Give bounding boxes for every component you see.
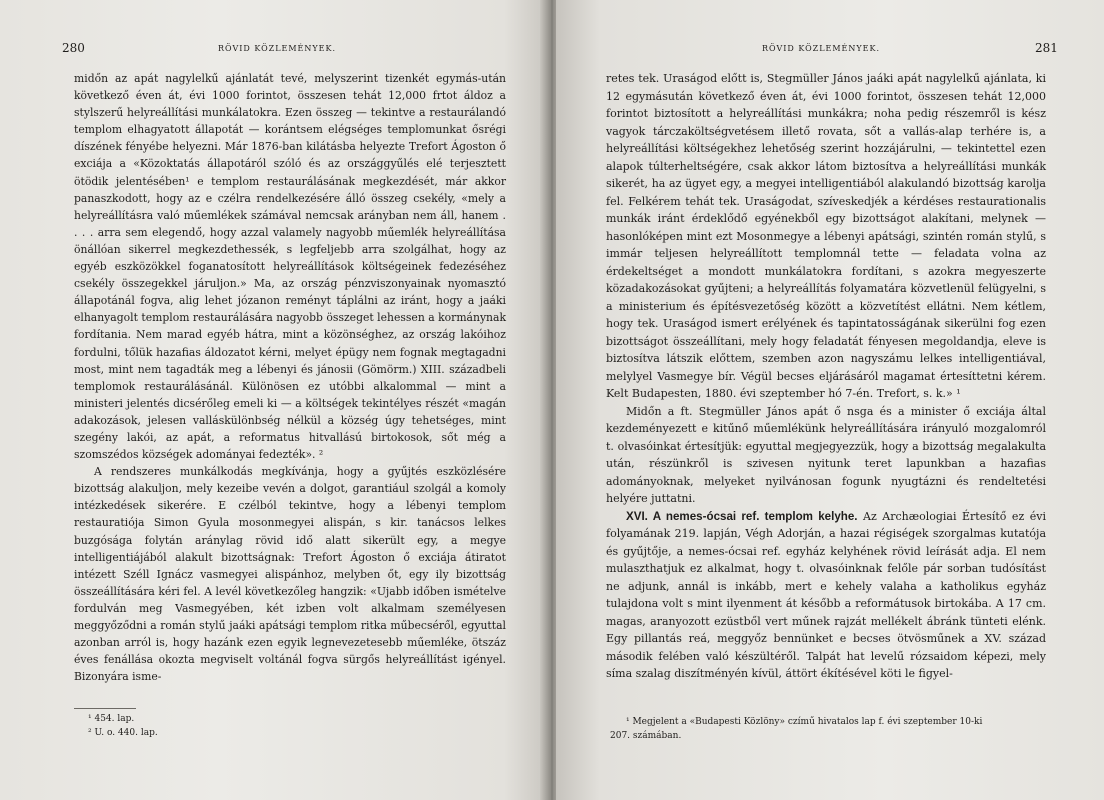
footnote-rule <box>74 708 136 709</box>
left-page <box>0 0 548 800</box>
section-paragraph <box>606 508 1046 683</box>
footnote: ¹ Megjelent a «Budapesti Közlöny» czímű hivatalos lap f. évi szeptember 10-ki <box>626 717 983 727</box>
footnote: 207. számában. <box>610 731 682 741</box>
footnote-rule <box>606 708 1046 709</box>
page-number: 280 <box>62 41 85 55</box>
right-page <box>556 0 1104 800</box>
paragraph: A rendszeres munkálkodás megkívánja, hogy a gyűjtés eszközlésére bizottság alakuljon, mely kezeibe vevén a dolgot, garantiául szolgál a komoly intézkedések sikerére. E czélból tekintve, hogy a lébenyi templom restauratiója Simon Gyula mosonmegyei alispán, s kir. tanácsos lelkes buzgósága folytán aránylag rövid idő alatt sikerült egy, a megye intelligentiájából alakult bizottságnak: Trefort Ágoston ő exciája átiratot intézett Széll Ignácz vasmegyei alispánhoz, melyben őt, egy ily bizottság összeállítására kéri fel. A levél következőleg hangzik: «Ujabb időben ismételve fordulván meg Vasmegyében, két izben volt alkalmam személyesen meggyőződni a román stylű jaáki apátsági templom ritka műbecséről, egyuttal azonban arról is, hogy hazánk ezen egyik legnevezetesebb műemléke, ötszáz éves fenállása okozta megviselt voltánál fogva sürgős helyreállítást igényel. Bizonyára isme- <box>74 465 506 684</box>
paragraph: retes tek. Uraságod előtt is, Stegmüller János jaáki apát nagylelkű ajánlata, ki 12 egymásután következő éven át, évi 1000 forintot, összesen tehát 12,000 forintot biztosított a helyreállítási munkákra; noha pedig részemről is kész vagyok tárczaköltségvetésem illető rovata, sőt a vallás-alap terhére is, a helyreállítási költségekhez lehetőség szerint hozzájárulni, — tekintettel ezen alapok túlterheltségére, csak akkor látom biztosítva a helyreállítási munkák sikerét, ha az ügyet egy, a megyei intelligentiából alakulandó bizottság karolja fel. Felkérem tehát tek. Uraságodat, szíveskedjék a kérdéses restaurationalis munkák iránt érdeklődő egyénekből egy bizottságot alakítani, melynek — hasonlóképen mint ezt Mosonmegye a lébenyi apátsági, szintén román stylű, s immár teljesen helyreállított templomnál tette — feladata volna az érdekeltséget a mondott munkálatokra fordítani, s azokra megyeszerte közadakozásokat gyűjteni; a helyreállítás folyamatára közvetlenül felügyelni, s a ministerium és építésvezetőség között a közvetítést ellátni. Nem kétlem, hogy tek. Uraságod ismert erélyének és tapintatosságának sikerülni fog ezen bizottságot összeállítani, mely hogy feladatát fényesen megoldandja, eleve is biztosítva látszik előttem, szemben azon nagyszámu lelkes intelligentiával, melylyel Vasmegye bír. Végül becses eljárásáról magamat értesíttetni kérem. Kelt Budapesten, 1880. évi szeptember hó 7-én. Trefort, s. k.» ¹ <box>606 72 1046 400</box>
footnote: ² U. o. 440. lap. <box>88 728 158 738</box>
paragraph: midőn az apát nagylelkű ajánlatát tevé, melyszerint tizenkét egymás-után következő éven át, évi 1000 forintot, összesen tehát 12,000 frtot áldoz a stylszerű helyreállítási munkálatokra. Ezen összeg — tekintve a restaurálandó templom elhagyatott állapotát — korántsem elégséges templomunkat ősrégi díszének fényébe helyezni. Már 1876-ban kilátásba helyezte Trefort Ágoston ő exciája a «Közoktatás állapotáról szóló és az országgyűlés elé terjesztett ötödik jelentésében¹ e templom restaurálásának megkezdését, már akkor panaszkodott, hogy az e czélra rendelkezésére álló összeg csekély, «mely a helyreállításra való műemlékek számával nemcsak arányban nem áll, hanem . . . . arra sem elegendő, hogy azzal valamely nagyobb műemlék helyreállítása önállóan sikerrel megkezdethessék, s legfeljebb arra szolgálhat, hogy az egyéb eszközökkel foganatosított helyreállítások költségeinek fedezéséhez csekély összegekkel járuljon.» Ma, az ország pénzviszonyainak nyomasztó állapotánál fogva, alig lehet józanon reményt táplálni az iránt, hogy a jaáki elhanyagolt templom restaurálására nagyobb összeget lehessen a kormánynak fordítania. Nem marad egyéb hátra, mint a közönséghez, az ország lakóihoz fordulni, tőlük hazafias áldozatot kérni, melyet épügy nem fognak megtagadni most, mint nem tagadták meg a lébenyi és jánosii (Gömörm.) XIII. századbeli templomok restaurálásánál. Különösen ez utóbbi alkalommal — mint a ministeri jelentés dicsérőleg emeli ki — a költségek tekintélyes részét «magán adakozások, jelesen valláskülönbség nélkül a község úgy tehetséges, mint szegény lakói, az apát, a reformatus hitvallású birtokosok, sőt még a szomszédos községek adományai fedezték». ² <box>74 72 506 462</box>
running-head: RÖVID KÖZLEMÉNYEK. <box>218 44 337 53</box>
section-title: XVI. A nemes-ócsai ref. templom kelyhe. <box>626 509 858 523</box>
running-head: RÖVID KÖZLEMÉNYEK. <box>762 44 881 53</box>
footnotes <box>88 712 158 740</box>
footnotes <box>610 715 983 743</box>
footnote: ¹ 454. lap. <box>88 714 135 724</box>
section-text: Az Archæologiai Értesítő ez évi folyamának 219. lapján, Végh Adorján, a hazai régiségek szorgalmas kutatója és gyűjtője, a nemes-ócsai ref. egyház kelyhének rövid leírását adja. El nem mulaszthatjuk ez alkalmat, hogy t. olvasóinknak felőle pár sorban tudósítást ne adjunk, annál is inkább, mert e kehely valaha a katholikus egyház tulajdona volt s mint ilyenment át később a reformátusok birtokába. A 17 cm. magas, aranyozott ezüstből vert műnek rajzát mellékelt ábránk tünteti elénk. Egy pillantás reá, meggyőz bennünket e becses ötvösműnek a XV. század második felében való készültéről. Talpát hat levelű rózsaidom képezi, mely síma szalag diszítményén kívül, áttört ékítésével köti le figyel- <box>606 509 1046 680</box>
paragraph: Midőn a ft. Stegmüller János apát ő nsga és a minister ő exciája által kezdeményezett e kitűnő műemlékünk helyreállítására irányuló mozgalomról t. olvasóinkat értesítjük: egyuttal megjegyezzük, hogy a bizottság megalakulta után, részünkről is szivesen nyitunk teret lapunkban a hazafias adományoknak, melyeket nyilvánosan fogunk nyugtázni és rendeltetési helyére juttatni. <box>606 404 1046 505</box>
page-number: 281 <box>1035 41 1058 55</box>
right-body-text <box>606 70 1046 683</box>
left-body-text <box>74 70 506 685</box>
